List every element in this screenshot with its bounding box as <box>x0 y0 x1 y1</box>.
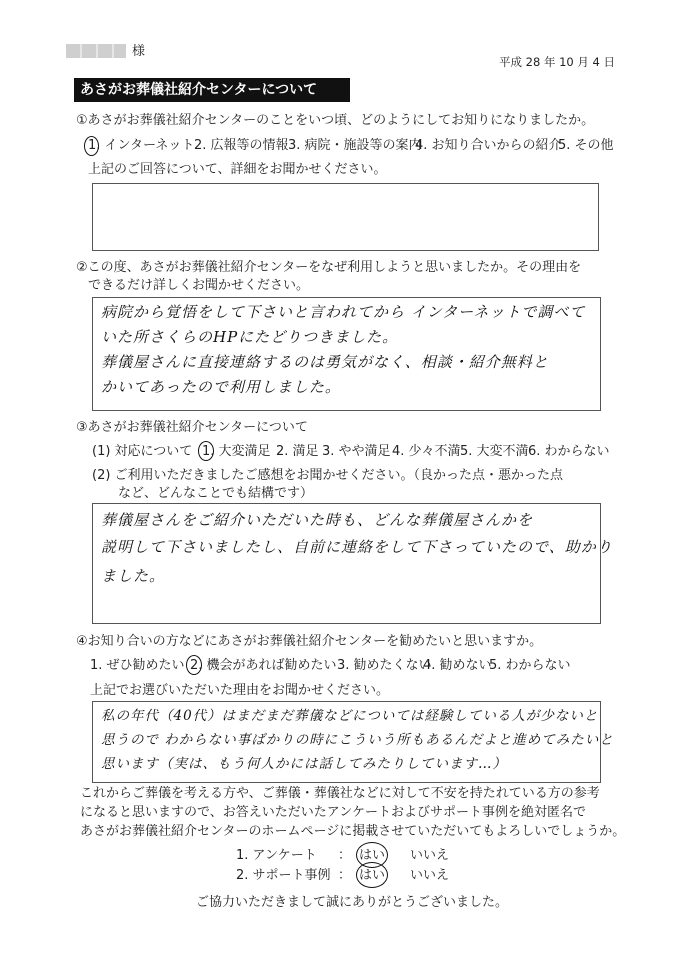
consent-case-yes: はい <box>359 868 386 883</box>
q3-question: ③あさがお葬儀社紹介センターについて <box>76 420 308 435</box>
q4-answer-line1: 私の年代（40代）はまだまだ葬儀などについては経験している人が少ないと <box>101 708 599 724</box>
page-title: あさがお葬儀社紹介センターについて <box>74 78 350 102</box>
consent-case-no: いいえ <box>410 868 450 883</box>
consent-survey-colon: ： <box>338 848 352 863</box>
q2-question-line1: ②この度、あさがお葬儀社紹介センターをなぜ利用しようと思いましたか。その理由を <box>76 260 582 275</box>
q3-sub2-line2: など、どんなことでも結構です） <box>118 486 314 501</box>
consent-case-label: 2. サポート事例 <box>236 868 331 883</box>
q1-option-1: 1. インターネット <box>88 138 195 153</box>
q2-answer-box <box>92 297 601 411</box>
q4-option-5: 5. わからない <box>489 658 571 673</box>
q4-question: ④お知り合いの方などにあさがお葬儀社紹介センターを勧めたいと思いますか。 <box>76 634 543 649</box>
q3-option-5: 5. 大変不満 <box>460 444 529 459</box>
q3-sub1-label: (1) 対応について <box>92 444 193 459</box>
consent-survey-no: いいえ <box>410 848 450 863</box>
closing-line1: これからご葬儀を考える方や、ご葬儀・葬儀社などに対して不安を持たれている方の参考 <box>80 786 600 801</box>
q1-question: ①あさがお葬儀社紹介センターのことをいつ頃、どのようにしてお知りになりましたか。 <box>76 113 595 128</box>
date: 平成 28 年 10 月 4 日 <box>499 55 616 69</box>
q2-answer-line2: いた所さくらのHPにたどりつきました。 <box>101 328 399 346</box>
q3-option-3: 3. やや満足 <box>322 444 391 459</box>
q3-option-6: 6. わからない <box>528 444 610 459</box>
q3-answer-line3: ました。 <box>101 567 166 585</box>
consent-survey-yes: はい <box>359 848 386 863</box>
q4-option-2: 2. 機会があれば勧めたい <box>190 658 337 673</box>
q3-sub2-line1: (2) ご利用いただきましたご感想をお聞かせください。（良かった点・悪かった点 <box>92 468 564 483</box>
q3-answer-line2: 説明して下さいましたし、自前に連絡をして下さっていたので、助かり <box>101 538 613 556</box>
q1-followup: 上記のご回答について、詳細をお聞かせください。 <box>88 162 387 177</box>
q4-option-4: 4. 勧めない <box>423 658 492 673</box>
q1-option-2: 2. 広報等の情報 <box>194 138 289 153</box>
q3-option-1: 1. 大変満足 <box>202 444 271 459</box>
q2-question-line2: できるだけ詳しくお聞かせください。 <box>88 278 310 293</box>
q2-answer-line1: 病院から覚悟をして下さいと言われてから インターネットで調べて <box>101 303 586 321</box>
q4-option-3: 3. 勧めたくない <box>337 658 432 673</box>
closing-line2: になると思いますので、お答えいただいたアンケートおよびサポート事例を絶対匿名で <box>80 805 586 820</box>
q1-answer-box <box>92 183 599 251</box>
q3-option-2: 2. 満足 <box>276 444 319 459</box>
thanks-message: ご協力いただきまして誠にありがとうございました。 <box>196 895 509 910</box>
q2-answer-line4: かいてあったので利用しました。 <box>101 378 341 396</box>
redacted-name <box>66 44 126 58</box>
q1-option-5: 5. その他 <box>558 138 614 153</box>
consent-survey-label: 1. アンケート <box>236 848 317 863</box>
q1-option-4: 4. お知り合いからの紹介 <box>415 138 562 153</box>
q2-answer-line3: 葬儀屋さんに直接連絡するのは勇気がなく、相談・紹介無料と <box>101 353 549 371</box>
q4-answer-box <box>92 701 614 783</box>
q1-option-3: 3. 病院・施設等の案内 <box>288 138 422 153</box>
q4-option-1: 1. ぜひ勧めたい <box>90 658 185 673</box>
closing-line3: あさがお葬儀社紹介センターのホームページに掲載させていただいてもよろしいでしょうか。 <box>80 824 626 839</box>
q3-answer-box <box>92 503 613 624</box>
consent-case-colon: ： <box>338 868 352 883</box>
q4-answer-line3: 思います（実は、もう何人かには話してみたりしています…） <box>101 756 507 772</box>
q3-answer-line1: 葬儀屋さんをご紹介いただいた時も、どんな葬儀屋さんかを <box>101 511 534 529</box>
q3-option-4: 4. 少々不満 <box>392 444 461 459</box>
q4-followup: 上記でお選びいただいた理由をお聞かせください。 <box>90 683 390 698</box>
q4-answer-line2: 思うので わからない事ばかりの時にこういう所もあるんだよと進めてみたいと <box>101 732 614 748</box>
honorific: 様 <box>132 44 146 59</box>
